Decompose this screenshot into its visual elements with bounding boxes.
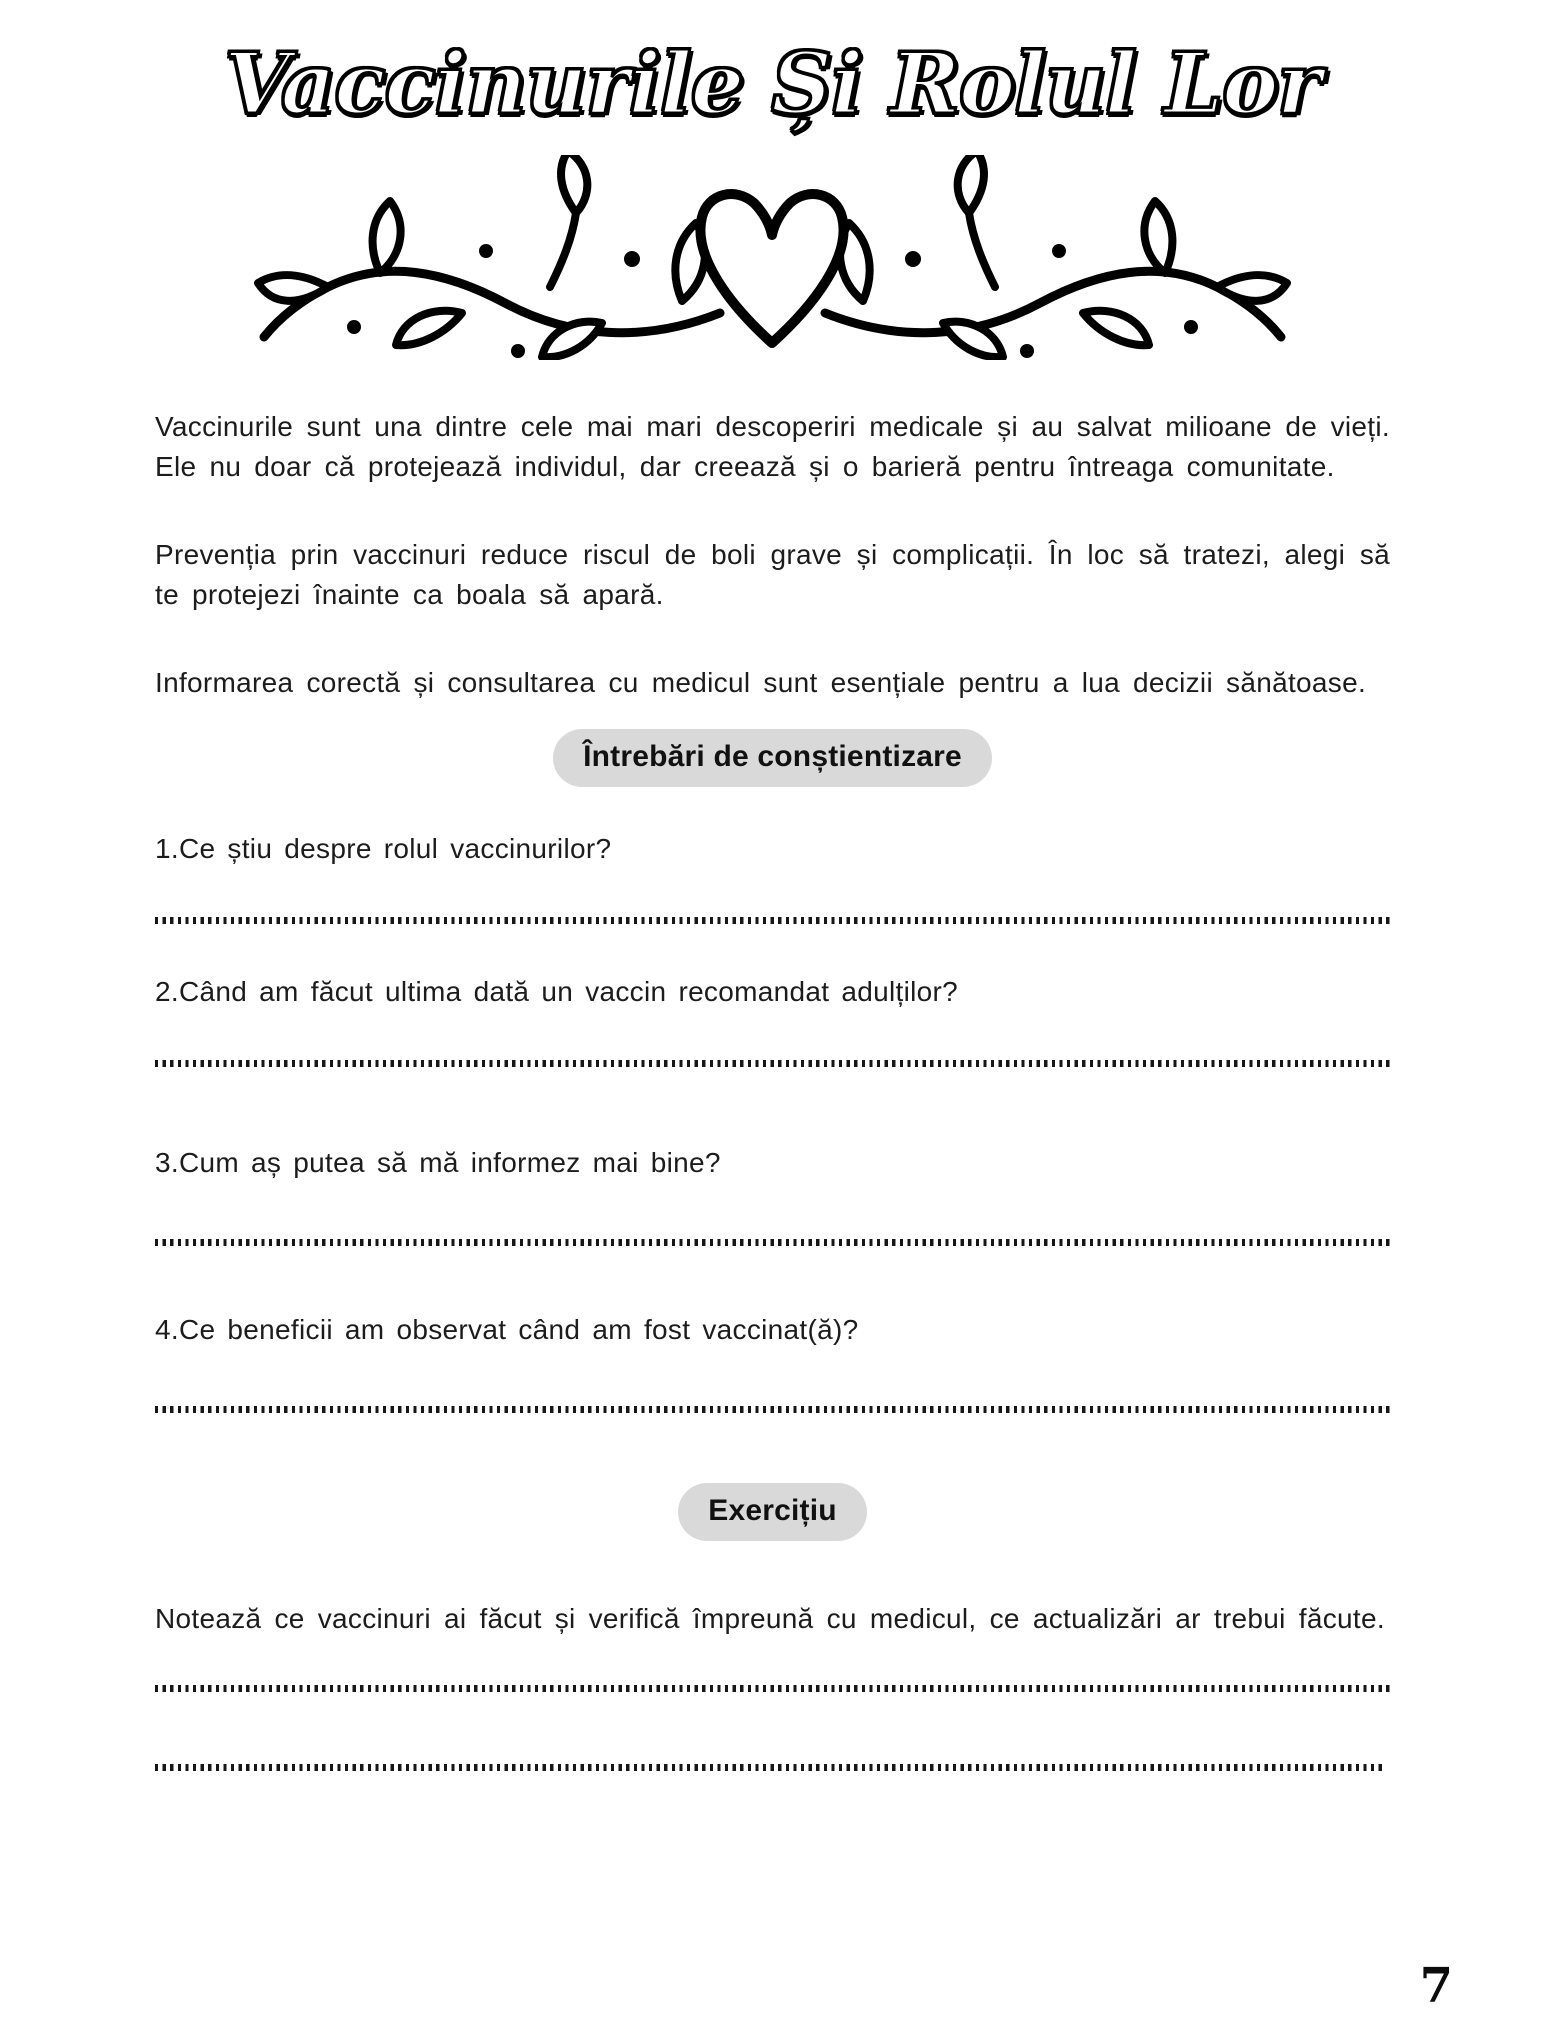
heart-icon [700,194,843,343]
intro-paragraph-3: Informarea corectă și consultarea cu medicul sunt esențiale pentru a lua decizii sănătoase. [155,667,1367,698]
floral-divider-ornament [155,155,1390,365]
intro-paragraph-2: Prevenția prin vaccinuri reduce riscul de boli grave și complicații. În loc să tratezi, alegi să te protejezi înainte ca boala să apară. [155,539,1390,610]
question-3: 3.Cum aș putea să mă informez mai bine? [155,1147,721,1178]
exercise-answer-line-2 [155,1764,1383,1771]
page-title: Vaccinurile Și Rolul Lor [224,34,1321,133]
left-branch [258,155,720,358]
right-branch [825,155,1287,358]
exercise-section-heading: Exercițiu [678,1483,867,1541]
question-2: 2.Când am făcut ultima dată un vaccin recomandat adulților? [155,976,959,1007]
floral-divider-svg [250,155,1295,360]
question-4: 4.Ce beneficii am observat când am fost vaccinat(ă)? [155,1314,859,1345]
awareness-section-heading: Întrebări de conștientizare [553,729,992,787]
answer-line-3 [155,1239,1390,1246]
answer-line-2 [155,1060,1390,1067]
worksheet-page [0,34,1545,2034]
answer-line-1 [155,917,1390,924]
page-number: 7 [1419,1958,1453,2014]
intro-paragraph-1: Vaccinurile sunt una dintre cele mai mari descoperiri medicale și au salvat milioane de vieți. Ele nu doar că protejează individul, dar creează și o barieră pentru întreaga comunitate. [155,411,1390,482]
exercise-answer-line-1 [155,1685,1390,1692]
answer-line-4 [155,1406,1390,1413]
exercise-instruction: Notează ce vaccinuri ai făcut și verifică împreună cu medicul, ce actualizări ar trebui făcute. [155,1603,1385,1634]
question-1: 1.Ce știu despre rolul vaccinurilor? [155,833,612,864]
